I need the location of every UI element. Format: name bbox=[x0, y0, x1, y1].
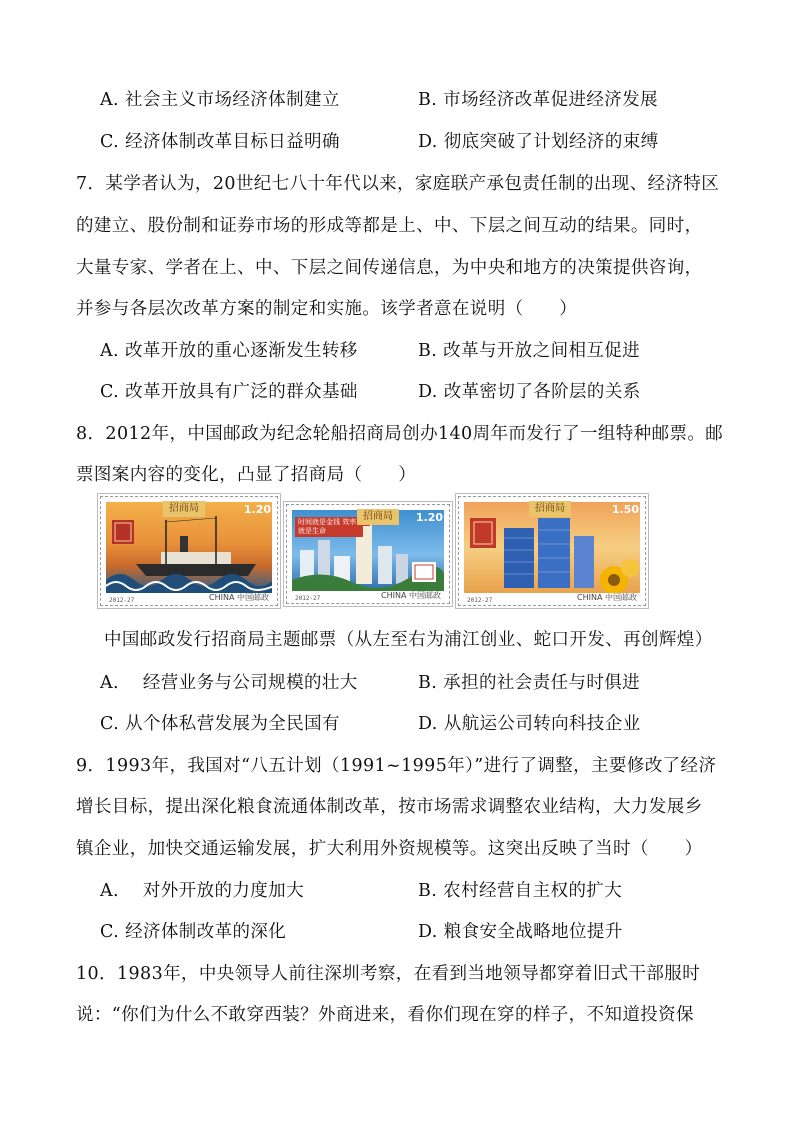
stamp-code: 2012-27 bbox=[295, 595, 321, 602]
q7-option-c: C. 改革开放具有广泛的群众基础 bbox=[100, 382, 358, 402]
stamp-tag: 招商局 bbox=[163, 501, 205, 517]
q7-option-d: D. 改革密切了各阶层的关系 bbox=[418, 382, 641, 402]
stamp-brand: CHINA 中国邮政 bbox=[381, 591, 441, 600]
stamp-value: 1.20 bbox=[415, 511, 443, 524]
q8-stem-line: 票图案内容的变化，凸显了招商局（ ） bbox=[76, 465, 417, 485]
q9-option-c: C. 经济体制改革的深化 bbox=[100, 922, 287, 942]
q8-stem-line: 8．2012年，中国邮政为纪念轮船招商局创办140周年而发行了一组特种邮票。邮 bbox=[76, 424, 724, 444]
stamp-tag: 招商局 bbox=[357, 509, 399, 525]
stamp-value: 1.50 bbox=[611, 503, 639, 516]
stamp-set bbox=[100, 496, 648, 608]
q9-stem-line: 9．1993年，我国对“八五计划（1991~1995年）”进行了调整，主要修改了经济 bbox=[76, 756, 717, 776]
stamp-shekou bbox=[286, 504, 450, 604]
q8-option-c: C. 从个体私营发展为全民国有 bbox=[100, 714, 340, 734]
q6-option-a: A. 社会主义市场经济体制建立 bbox=[100, 90, 340, 110]
q9-stem-line: 增长目标，提出深化粮食流通体制改革，按市场需求调整农业结构，大力发展乡 bbox=[76, 797, 703, 817]
stamp-brand: CHINA 中国邮政 bbox=[209, 593, 269, 602]
stamp-brand: CHINA 中国邮政 bbox=[577, 593, 637, 602]
stamp-caption: 中国邮政发行招商局主题邮票（从左至右为浦江创业、蛇口开发、再创辉煌） bbox=[104, 630, 713, 650]
q6-option-d: D. 彻底突破了计划经济的束缚 bbox=[418, 132, 659, 152]
q6-option-b: B. 市场经济改革促进经济发展 bbox=[418, 90, 658, 110]
q7-option-a: A. 改革开放的重心逐渐发生转移 bbox=[100, 341, 358, 361]
stamp-tag: 招商局 bbox=[529, 501, 571, 517]
stamp-code: 2012-27 bbox=[467, 597, 493, 604]
q10-stem-line: 10．1983年，中央领导人前往深圳考察，在看到当地领导都穿着旧式干部服时 bbox=[76, 964, 701, 984]
q9-option-b: B. 农村经营自主权的扩大 bbox=[418, 881, 623, 901]
q9-option-a: A. 对外开放的力度加大 bbox=[100, 881, 304, 901]
stamp-slogan: 时间就是金钱 效率就是生命 bbox=[295, 517, 363, 537]
q8-option-d: D. 从航运公司转向科技企业 bbox=[418, 714, 641, 734]
q7-stem-line: 的建立、股份制和证券市场的形成等都是上、中、下层之间互动的结果。同时， bbox=[76, 216, 703, 236]
stamp-pujiang bbox=[100, 496, 278, 606]
q7-stem-line: 并参与各层次改革方案的制定和实施。该学者意在说明（ ） bbox=[76, 299, 578, 319]
q10-stem-line: 说：“你们为什么不敢穿西装？外商进来，看你们现在穿的样子，不知道投资保 bbox=[76, 1005, 694, 1025]
stamp-value: 1.20 bbox=[243, 503, 271, 516]
q8-option-a: A. 经营业务与公司规模的壮大 bbox=[100, 673, 358, 693]
q7-stem-line: 大量专家、学者在上、中、下层之间传递信息，为中央和地方的决策提供咨询， bbox=[76, 258, 703, 278]
q7-stem-line: 7．某学者认为，20世纪七八十年代以来，家庭联产承包责任制的出现、经济特区 bbox=[76, 174, 720, 194]
q6-option-c: C. 经济体制改革目标日益明确 bbox=[100, 132, 340, 152]
q8-option-b: B. 承担的社会责任与时俱进 bbox=[418, 673, 641, 693]
stamp-code: 2012-27 bbox=[109, 597, 135, 604]
q7-option-b: B. 改革与开放之间相互促进 bbox=[418, 341, 641, 361]
q9-stem-line: 镇企业，加快交通运输发展，扩大利用外资规模等。这突出反映了当时（ ） bbox=[76, 839, 703, 859]
stamp-zaichuang bbox=[458, 496, 646, 606]
q9-option-d: D. 粮食安全战略地位提升 bbox=[418, 922, 623, 942]
